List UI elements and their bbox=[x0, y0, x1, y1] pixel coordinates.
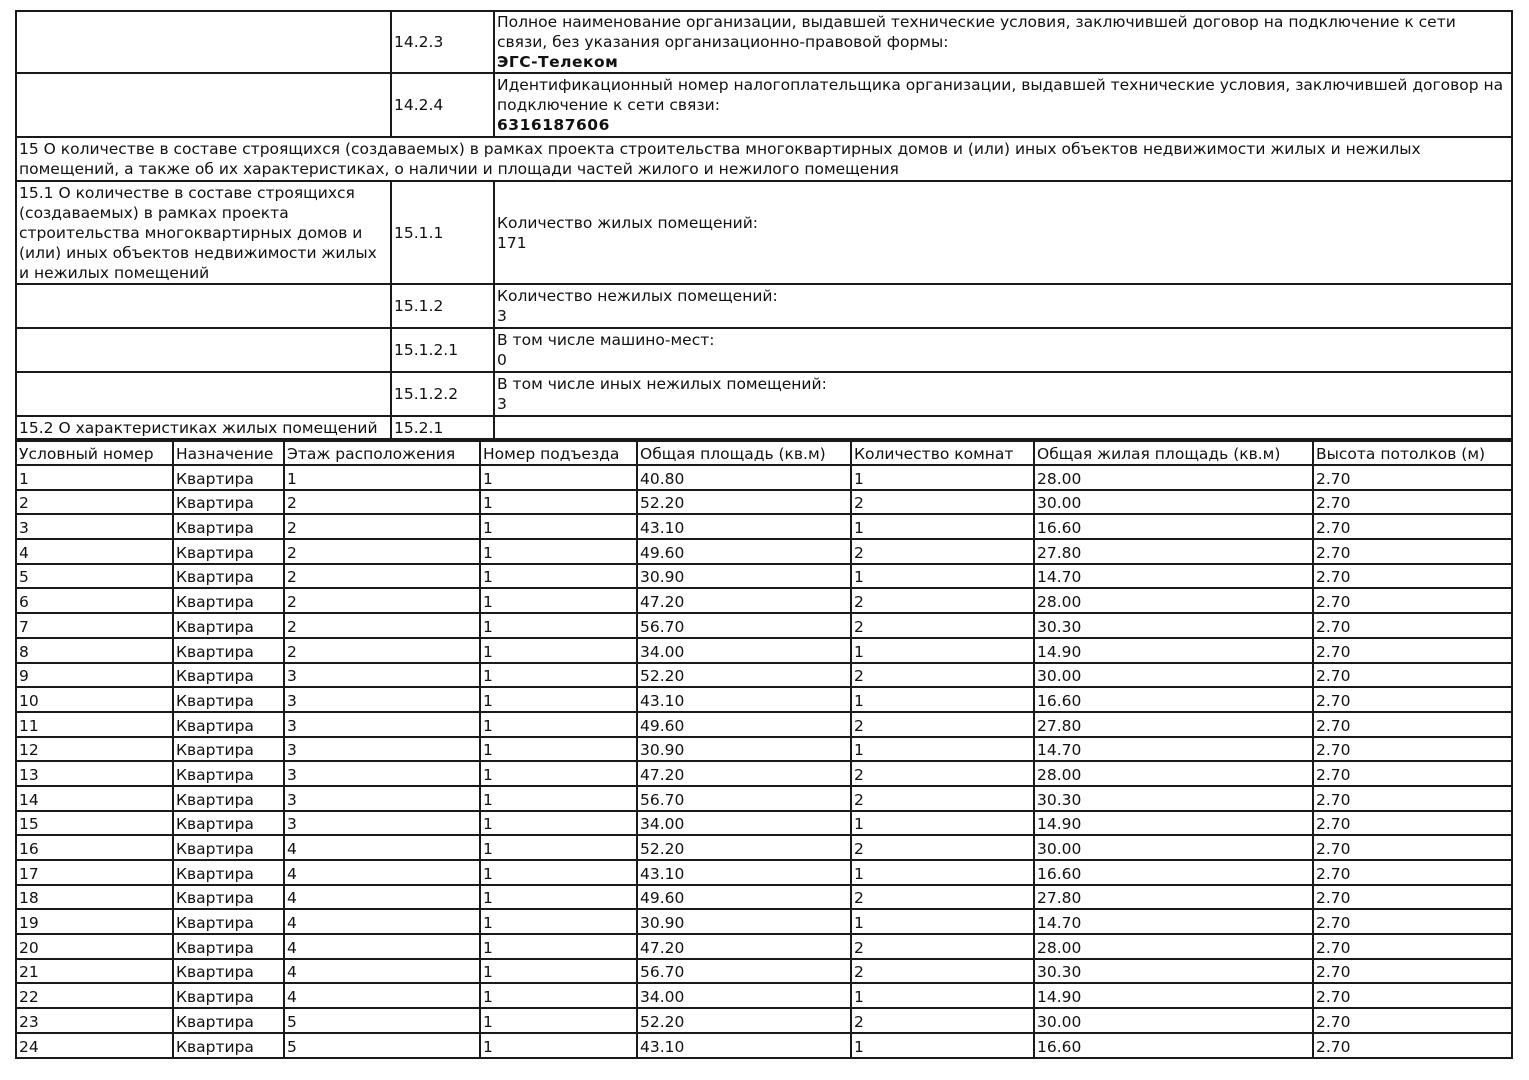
rooms-cell: 1 bbox=[851, 465, 1034, 490]
entrance-cell: 1 bbox=[480, 687, 637, 712]
ceiling-height-cell: 2.70 bbox=[1313, 564, 1512, 589]
rooms-cell: 1 bbox=[851, 860, 1034, 885]
floor-cell: 3 bbox=[284, 687, 480, 712]
entrance-cell: 1 bbox=[480, 712, 637, 737]
living-area-cell: 30.00 bbox=[1034, 835, 1313, 860]
ceiling-height-cell: 2.70 bbox=[1313, 613, 1512, 638]
unit-number-cell: 13 bbox=[16, 761, 173, 786]
unit-number-cell: 24 bbox=[16, 1033, 173, 1058]
rooms-cell: 1 bbox=[851, 687, 1034, 712]
purpose-cell: Квартира bbox=[173, 687, 284, 712]
rooms-cell: 1 bbox=[851, 1033, 1034, 1058]
floor-cell: 4 bbox=[284, 860, 480, 885]
info-table bbox=[15, 10, 1513, 440]
section-cell bbox=[16, 372, 391, 416]
section-cell bbox=[16, 73, 391, 137]
purpose-cell: Квартира bbox=[173, 860, 284, 885]
ceiling-height-cell: 2.70 bbox=[1313, 539, 1512, 564]
total-area-cell: 43.10 bbox=[637, 687, 851, 712]
header-unit-number: Условный номер bbox=[16, 441, 173, 465]
ceiling-height-cell: 2.70 bbox=[1313, 786, 1512, 811]
field-label: Количество жилых помещений: bbox=[497, 213, 759, 232]
rooms-cell: 1 bbox=[851, 564, 1034, 589]
unit-number-cell: 5 bbox=[16, 564, 173, 589]
entrance-cell: 1 bbox=[480, 663, 637, 688]
total-area-cell: 52.20 bbox=[637, 1008, 851, 1033]
field-value: ЭГС-Телеком bbox=[497, 53, 619, 71]
entrance-cell: 1 bbox=[480, 860, 637, 885]
living-area-cell: 14.70 bbox=[1034, 564, 1313, 589]
living-area-cell: 28.00 bbox=[1034, 588, 1313, 613]
rooms-cell: 1 bbox=[851, 811, 1034, 836]
rooms-cell: 2 bbox=[851, 588, 1034, 613]
living-area-cell: 14.90 bbox=[1034, 638, 1313, 663]
unit-number-cell: 3 bbox=[16, 514, 173, 539]
ceiling-height-cell: 2.70 bbox=[1313, 1008, 1512, 1033]
purpose-cell: Квартира bbox=[173, 737, 284, 762]
unit-number-cell: 11 bbox=[16, 712, 173, 737]
unit-number-cell: 18 bbox=[16, 885, 173, 910]
purpose-cell: Квартира bbox=[173, 712, 284, 737]
purpose-cell: Квартира bbox=[173, 983, 284, 1008]
purpose-cell: Квартира bbox=[173, 761, 284, 786]
purpose-cell: Квартира bbox=[173, 490, 284, 515]
purpose-cell: Квартира bbox=[173, 465, 284, 490]
code-cell: 15.1.2.1 bbox=[391, 328, 494, 372]
purpose-cell: Квартира bbox=[173, 885, 284, 910]
unit-number-cell: 20 bbox=[16, 934, 173, 959]
header-living-area: Общая жилая площадь (кв.м) bbox=[1034, 441, 1313, 465]
purpose-cell: Квартира bbox=[173, 663, 284, 688]
living-area-cell: 16.60 bbox=[1034, 1033, 1313, 1058]
table-row bbox=[16, 539, 1512, 564]
ceiling-height-cell: 2.70 bbox=[1313, 860, 1512, 885]
field-value: 0 bbox=[497, 351, 507, 369]
purpose-cell: Квартира bbox=[173, 539, 284, 564]
living-area-cell: 16.60 bbox=[1034, 687, 1313, 712]
living-area-cell: 30.30 bbox=[1034, 613, 1313, 638]
total-area-cell: 30.90 bbox=[637, 909, 851, 934]
living-area-cell: 30.00 bbox=[1034, 663, 1313, 688]
floor-cell: 4 bbox=[284, 934, 480, 959]
table-row bbox=[16, 860, 1512, 885]
living-area-cell: 30.30 bbox=[1034, 959, 1313, 984]
floor-cell: 2 bbox=[284, 539, 480, 564]
section-title: 15 О количестве в составе строящихся (создаваемых) в рамках проекта строительства многоквартирных домов и (или) иных объектов недвижимости жилых и нежилых помещений, а также об их характеристиках, о наличии и площади частей жилого и нежилого помещения bbox=[16, 137, 1512, 181]
table-row bbox=[16, 761, 1512, 786]
table-row bbox=[16, 613, 1512, 638]
living-area-cell: 16.60 bbox=[1034, 514, 1313, 539]
rooms-cell: 2 bbox=[851, 835, 1034, 860]
section-cell bbox=[16, 11, 391, 73]
code-cell: 14.2.3 bbox=[391, 11, 494, 73]
purpose-cell: Квартира bbox=[173, 811, 284, 836]
floor-cell: 4 bbox=[284, 835, 480, 860]
entrance-cell: 1 bbox=[480, 885, 637, 910]
total-area-cell: 56.70 bbox=[637, 613, 851, 638]
total-area-cell: 34.00 bbox=[637, 983, 851, 1008]
rooms-cell: 2 bbox=[851, 786, 1034, 811]
header-entrance: Номер подъезда bbox=[480, 441, 637, 465]
entrance-cell: 1 bbox=[480, 934, 637, 959]
living-area-cell: 14.90 bbox=[1034, 811, 1313, 836]
living-area-cell: 28.00 bbox=[1034, 465, 1313, 490]
field-label: В том числе машино-мест: bbox=[497, 331, 715, 349]
content-cell bbox=[494, 73, 1512, 137]
row-15-2-1 bbox=[16, 416, 1512, 439]
living-area-cell: 30.00 bbox=[1034, 1008, 1313, 1033]
total-area-cell: 43.10 bbox=[637, 514, 851, 539]
header-floor: Этаж расположения bbox=[284, 441, 480, 465]
rooms-cell: 2 bbox=[851, 539, 1034, 564]
ceiling-height-cell: 2.70 bbox=[1313, 934, 1512, 959]
rooms-cell: 1 bbox=[851, 983, 1034, 1008]
unit-number-cell: 23 bbox=[16, 1008, 173, 1033]
ceiling-height-cell: 2.70 bbox=[1313, 885, 1512, 910]
table-row bbox=[16, 564, 1512, 589]
entrance-cell: 1 bbox=[480, 514, 637, 539]
ceiling-height-cell: 2.70 bbox=[1313, 959, 1512, 984]
rooms-cell: 1 bbox=[851, 638, 1034, 663]
total-area-cell: 30.90 bbox=[637, 564, 851, 589]
floor-cell: 2 bbox=[284, 564, 480, 589]
content-cell bbox=[494, 416, 1512, 439]
content-cell bbox=[494, 284, 1512, 328]
floor-cell: 4 bbox=[284, 959, 480, 984]
total-area-cell: 56.70 bbox=[637, 786, 851, 811]
row-15-1-2-1 bbox=[16, 328, 1512, 372]
table-row bbox=[16, 490, 1512, 515]
section-cell bbox=[16, 328, 391, 372]
purpose-cell: Квартира bbox=[173, 959, 284, 984]
unit-number-cell: 21 bbox=[16, 959, 173, 984]
content-cell bbox=[494, 11, 1512, 73]
purpose-cell: Квартира bbox=[173, 638, 284, 663]
entrance-cell: 1 bbox=[480, 613, 637, 638]
entrance-cell: 1 bbox=[480, 465, 637, 490]
entrance-cell: 1 bbox=[480, 835, 637, 860]
table-row bbox=[16, 1008, 1512, 1033]
floor-cell: 2 bbox=[284, 490, 480, 515]
entrance-cell: 1 bbox=[480, 490, 637, 515]
field-value: 3 bbox=[497, 307, 507, 325]
total-area-cell: 34.00 bbox=[637, 811, 851, 836]
living-area-cell: 30.00 bbox=[1034, 490, 1313, 515]
field-value: 6316187606 bbox=[497, 116, 610, 134]
unit-number-cell: 22 bbox=[16, 983, 173, 1008]
total-area-cell: 56.70 bbox=[637, 959, 851, 984]
floor-cell: 2 bbox=[284, 588, 480, 613]
table-row bbox=[16, 1033, 1512, 1058]
row-14-2-3 bbox=[16, 11, 1512, 73]
unit-number-cell: 19 bbox=[16, 909, 173, 934]
unit-number-cell: 9 bbox=[16, 663, 173, 688]
ceiling-height-cell: 2.70 bbox=[1313, 514, 1512, 539]
floor-cell: 5 bbox=[284, 1033, 480, 1058]
ceiling-height-cell: 2.70 bbox=[1313, 712, 1512, 737]
unit-number-cell: 4 bbox=[16, 539, 173, 564]
units-body bbox=[16, 465, 1512, 1058]
content-cell bbox=[494, 372, 1512, 416]
living-area-cell: 14.70 bbox=[1034, 909, 1313, 934]
floor-cell: 2 bbox=[284, 613, 480, 638]
unit-number-cell: 1 bbox=[16, 465, 173, 490]
total-area-cell: 52.20 bbox=[637, 835, 851, 860]
table-row bbox=[16, 663, 1512, 688]
units-table bbox=[15, 440, 1513, 1059]
ceiling-height-cell: 2.70 bbox=[1313, 687, 1512, 712]
rooms-cell: 2 bbox=[851, 613, 1034, 638]
living-area-cell: 14.90 bbox=[1034, 983, 1313, 1008]
living-area-cell: 14.70 bbox=[1034, 737, 1313, 762]
entrance-cell: 1 bbox=[480, 564, 637, 589]
ceiling-height-cell: 2.70 bbox=[1313, 811, 1512, 836]
purpose-cell: Квартира bbox=[173, 613, 284, 638]
living-area-cell: 28.00 bbox=[1034, 934, 1313, 959]
table-row bbox=[16, 687, 1512, 712]
total-area-cell: 34.00 bbox=[637, 638, 851, 663]
table-row bbox=[16, 835, 1512, 860]
total-area-cell: 47.20 bbox=[637, 588, 851, 613]
total-area-cell: 49.60 bbox=[637, 885, 851, 910]
floor-cell: 4 bbox=[284, 983, 480, 1008]
total-area-cell: 47.20 bbox=[637, 934, 851, 959]
rooms-cell: 2 bbox=[851, 959, 1034, 984]
unit-number-cell: 16 bbox=[16, 835, 173, 860]
code-cell: 15.1.1 bbox=[391, 181, 494, 284]
unit-number-cell: 10 bbox=[16, 687, 173, 712]
document-page bbox=[15, 10, 1513, 1059]
ceiling-height-cell: 2.70 bbox=[1313, 663, 1512, 688]
row-15-1-1 bbox=[16, 181, 1512, 284]
total-area-cell: 52.20 bbox=[637, 490, 851, 515]
living-area-cell: 27.80 bbox=[1034, 712, 1313, 737]
unit-number-cell: 12 bbox=[16, 737, 173, 762]
floor-cell: 3 bbox=[284, 737, 480, 762]
section-cell: 15.2 О характеристиках жилых помещений bbox=[16, 416, 391, 439]
field-value: 171 bbox=[497, 233, 527, 252]
row-15-1-2-2 bbox=[16, 372, 1512, 416]
unit-number-cell: 6 bbox=[16, 588, 173, 613]
code-cell: 15.2.1 bbox=[391, 416, 494, 439]
content-cell bbox=[494, 181, 1512, 284]
field-value: 3 bbox=[497, 395, 507, 413]
floor-cell: 1 bbox=[284, 465, 480, 490]
ceiling-height-cell: 2.70 bbox=[1313, 761, 1512, 786]
entrance-cell: 1 bbox=[480, 761, 637, 786]
rooms-cell: 2 bbox=[851, 663, 1034, 688]
floor-cell: 2 bbox=[284, 514, 480, 539]
entrance-cell: 1 bbox=[480, 959, 637, 984]
rooms-cell: 1 bbox=[851, 737, 1034, 762]
living-area-cell: 27.80 bbox=[1034, 539, 1313, 564]
content-cell bbox=[494, 328, 1512, 372]
entrance-cell: 1 bbox=[480, 1008, 637, 1033]
section-15-header bbox=[16, 137, 1512, 181]
floor-cell: 2 bbox=[284, 638, 480, 663]
floor-cell: 5 bbox=[284, 1008, 480, 1033]
purpose-cell: Квартира bbox=[173, 1033, 284, 1058]
unit-number-cell: 17 bbox=[16, 860, 173, 885]
entrance-cell: 1 bbox=[480, 909, 637, 934]
total-area-cell: 43.10 bbox=[637, 1033, 851, 1058]
entrance-cell: 1 bbox=[480, 588, 637, 613]
unit-number-cell: 14 bbox=[16, 786, 173, 811]
purpose-cell: Квартира bbox=[173, 588, 284, 613]
table-row bbox=[16, 885, 1512, 910]
row-15-1-2 bbox=[16, 284, 1512, 328]
rooms-cell: 2 bbox=[851, 761, 1034, 786]
table-row bbox=[16, 712, 1512, 737]
header-total-area: Общая площадь (кв.м) bbox=[637, 441, 851, 465]
header-rooms: Количество комнат bbox=[851, 441, 1034, 465]
total-area-cell: 52.20 bbox=[637, 663, 851, 688]
rooms-cell: 2 bbox=[851, 885, 1034, 910]
ceiling-height-cell: 2.70 bbox=[1313, 1033, 1512, 1058]
purpose-cell: Квартира bbox=[173, 909, 284, 934]
section-cell bbox=[16, 284, 391, 328]
entrance-cell: 1 bbox=[480, 1033, 637, 1058]
unit-number-cell: 15 bbox=[16, 811, 173, 836]
entrance-cell: 1 bbox=[480, 638, 637, 663]
code-cell: 15.1.2.2 bbox=[391, 372, 494, 416]
units-header-row bbox=[16, 441, 1512, 465]
unit-number-cell: 2 bbox=[16, 490, 173, 515]
ceiling-height-cell: 2.70 bbox=[1313, 638, 1512, 663]
header-ceiling-height: Высота потолков (м) bbox=[1313, 441, 1512, 465]
row-14-2-4 bbox=[16, 73, 1512, 137]
purpose-cell: Квартира bbox=[173, 564, 284, 589]
ceiling-height-cell: 2.70 bbox=[1313, 737, 1512, 762]
living-area-cell: 27.80 bbox=[1034, 885, 1313, 910]
table-row bbox=[16, 909, 1512, 934]
total-area-cell: 43.10 bbox=[637, 860, 851, 885]
field-label: Идентификационный номер налогоплательщика организации, выдавшей технические условия, заключившей договор на подключение к сети связи: bbox=[497, 76, 1504, 114]
purpose-cell: Квартира bbox=[173, 1008, 284, 1033]
header-purpose: Назначение bbox=[173, 441, 284, 465]
table-row bbox=[16, 983, 1512, 1008]
entrance-cell: 1 bbox=[480, 811, 637, 836]
total-area-cell: 30.90 bbox=[637, 737, 851, 762]
field-label: Полное наименование организации, выдавшей технические условия, заключившей договор на подключение к сети связи, без указания организационно-правовой формы: bbox=[497, 13, 1456, 51]
living-area-cell: 30.30 bbox=[1034, 786, 1313, 811]
rooms-cell: 1 bbox=[851, 514, 1034, 539]
table-row bbox=[16, 514, 1512, 539]
purpose-cell: Квартира bbox=[173, 514, 284, 539]
rooms-cell: 2 bbox=[851, 934, 1034, 959]
total-area-cell: 49.60 bbox=[637, 539, 851, 564]
rooms-cell: 2 bbox=[851, 1008, 1034, 1033]
floor-cell: 3 bbox=[284, 761, 480, 786]
ceiling-height-cell: 2.70 bbox=[1313, 490, 1512, 515]
code-cell: 14.2.4 bbox=[391, 73, 494, 137]
unit-number-cell: 8 bbox=[16, 638, 173, 663]
ceiling-height-cell: 2.70 bbox=[1313, 588, 1512, 613]
field-label: Количество нежилых помещений: bbox=[497, 287, 778, 305]
table-row bbox=[16, 786, 1512, 811]
total-area-cell: 49.60 bbox=[637, 712, 851, 737]
total-area-cell: 40.80 bbox=[637, 465, 851, 490]
field-label: В том числе иных нежилых помещений: bbox=[497, 375, 827, 393]
table-row bbox=[16, 811, 1512, 836]
ceiling-height-cell: 2.70 bbox=[1313, 465, 1512, 490]
ceiling-height-cell: 2.70 bbox=[1313, 909, 1512, 934]
table-row bbox=[16, 465, 1512, 490]
entrance-cell: 1 bbox=[480, 539, 637, 564]
rooms-cell: 2 bbox=[851, 490, 1034, 515]
table-row bbox=[16, 638, 1512, 663]
table-row bbox=[16, 959, 1512, 984]
rooms-cell: 2 bbox=[851, 712, 1034, 737]
purpose-cell: Квартира bbox=[173, 835, 284, 860]
floor-cell: 4 bbox=[284, 885, 480, 910]
section-cell: 15.1 О количестве в составе строящихся (создаваемых) в рамках проекта строительства многоквартирных домов и (или) иных объектов недвижимости жилых и нежилых помещений bbox=[16, 181, 391, 284]
entrance-cell: 1 bbox=[480, 786, 637, 811]
living-area-cell: 16.60 bbox=[1034, 860, 1313, 885]
table-row bbox=[16, 934, 1512, 959]
table-row bbox=[16, 588, 1512, 613]
floor-cell: 3 bbox=[284, 811, 480, 836]
total-area-cell: 47.20 bbox=[637, 761, 851, 786]
ceiling-height-cell: 2.70 bbox=[1313, 835, 1512, 860]
floor-cell: 3 bbox=[284, 786, 480, 811]
living-area-cell: 28.00 bbox=[1034, 761, 1313, 786]
floor-cell: 3 bbox=[284, 712, 480, 737]
entrance-cell: 1 bbox=[480, 983, 637, 1008]
entrance-cell: 1 bbox=[480, 737, 637, 762]
unit-number-cell: 7 bbox=[16, 613, 173, 638]
floor-cell: 4 bbox=[284, 909, 480, 934]
ceiling-height-cell: 2.70 bbox=[1313, 983, 1512, 1008]
purpose-cell: Квартира bbox=[173, 934, 284, 959]
rooms-cell: 1 bbox=[851, 909, 1034, 934]
code-cell: 15.1.2 bbox=[391, 284, 494, 328]
purpose-cell: Квартира bbox=[173, 786, 284, 811]
table-row bbox=[16, 737, 1512, 762]
floor-cell: 3 bbox=[284, 663, 480, 688]
